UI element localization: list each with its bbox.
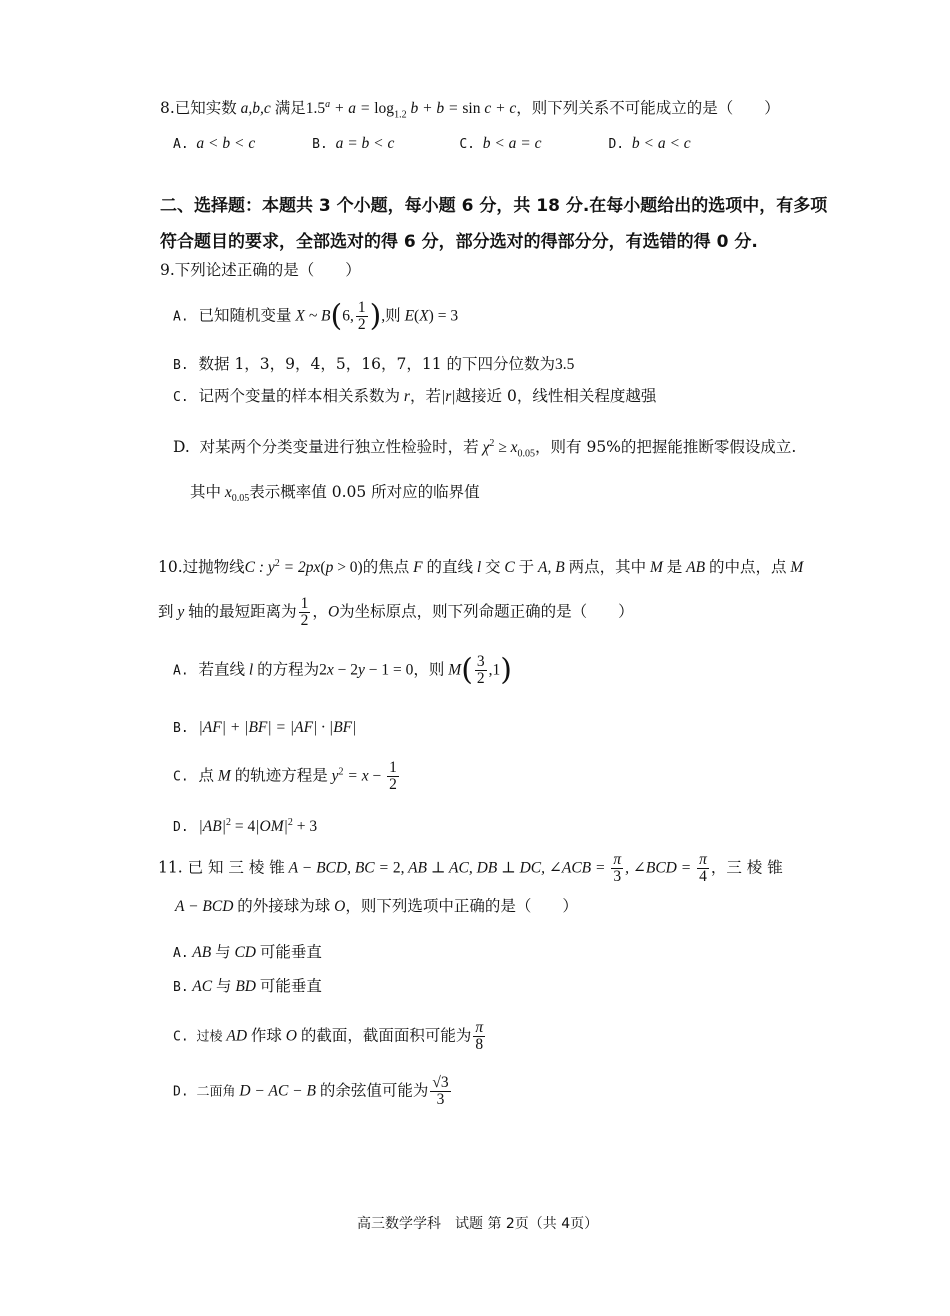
q10-stem: 10.过抛物线C : $y^2 = 2px(p > 0)$的焦点 F 的直线 l 交 C 于 A, B 两点，其中 M 是 AB 的中点，点 M (158, 558, 804, 577)
q9-stem: 9.下列论述正确的是（ ） (160, 261, 361, 279)
q10-option-b: B. |AF| + |BF| = |AF| · |BF| (173, 719, 357, 736)
q9-option-a: A. 已知随机变量 X ~ B(6, $\frac{1}{2}$ ),则 E(X) = 3 (173, 298, 459, 334)
q9-option-c: C. 记两个变量的样本相关系数为 r，若|r|越接近 0，线性相关程度越强 (173, 387, 657, 405)
q8-stem: 8.已知实数 a,b,c 满足$1.5^a + a = \log_{1.2} b + b = \sin c + c$，则下列关系不可能成立的是（ ） (160, 99, 780, 121)
q9-option-d: D. 对某两个分类变量进行独立性检验时，若 $\chi^2 \ge x_{0.05}$，则有 95%的把握能推断零假设成立. (173, 438, 797, 460)
q10-stem-line2: 到 y 轴的最短距离为 $\frac{1}{2}$ ，O为坐标原点，则下列命题正确的是（ ） (158, 595, 634, 629)
q9-option-b: B. 数据 1，3，9，4，5，16，7，11 的下四分位数为3.5 (173, 355, 575, 373)
q10-option-c: C. 点 M 的轨迹方程是 $y^2 = x$ − $\frac{1}{2}$ (173, 759, 397, 793)
q10-option-a: A. 若直线 l 的方程为2x − 2y − 1 = 0，则 M( $\frac{3}{2}$ ,1) (173, 652, 512, 688)
q11-option-d: D. 二面角 D − AC − B 的余弦值可能为 $\frac{√3}{3}$ (173, 1074, 449, 1108)
q11-option-a: A. AB 与 CD 可能垂直 (173, 943, 322, 961)
q10-option-d: D. $|AB|^2 = 4|OM|^2 + 3$ (173, 817, 318, 836)
section2-line1: 二、选择题：本题共 3 个小题，每小题 6 分，共 18 分.在每小题给出的选项中，有多项 (160, 196, 828, 216)
page-footer: 高三数学学科 试题 第 2页（共 4页） (357, 1216, 599, 1232)
q11-stem: 11. 已 知 三 棱 锥 A − BCD, BC = 2, AB ⊥ AC, DB ⊥ DC, ∠ACB = $\frac{\pi}{3}$ , ∠BCD = $\frac{\pi}{4}$ ，三 棱 锥 (158, 851, 783, 885)
q11-option-c: C. 过棱 AD 作球 O 的截面，截面面积可能为 $\frac{\pi}{8}$ (173, 1019, 484, 1053)
q11-option-b: B. AC 与 BD 可能垂直 (173, 977, 322, 995)
q9-note: 其中 $x_{0.05}$表示概率值 0.05 所对应的临界值 (190, 483, 480, 505)
q11-stem-line2: A − BCD 的外接球为球 O，则下列选项中正确的是（ ） (175, 897, 578, 915)
q8-options: A. a < b < c B. a = b < c C. b < a = c D. b < a < c (173, 135, 691, 152)
section2-line2: 符合题目的要求，全部选对的得 6 分，部分选对的得部分分，有选错的得 0 分. (160, 232, 758, 252)
